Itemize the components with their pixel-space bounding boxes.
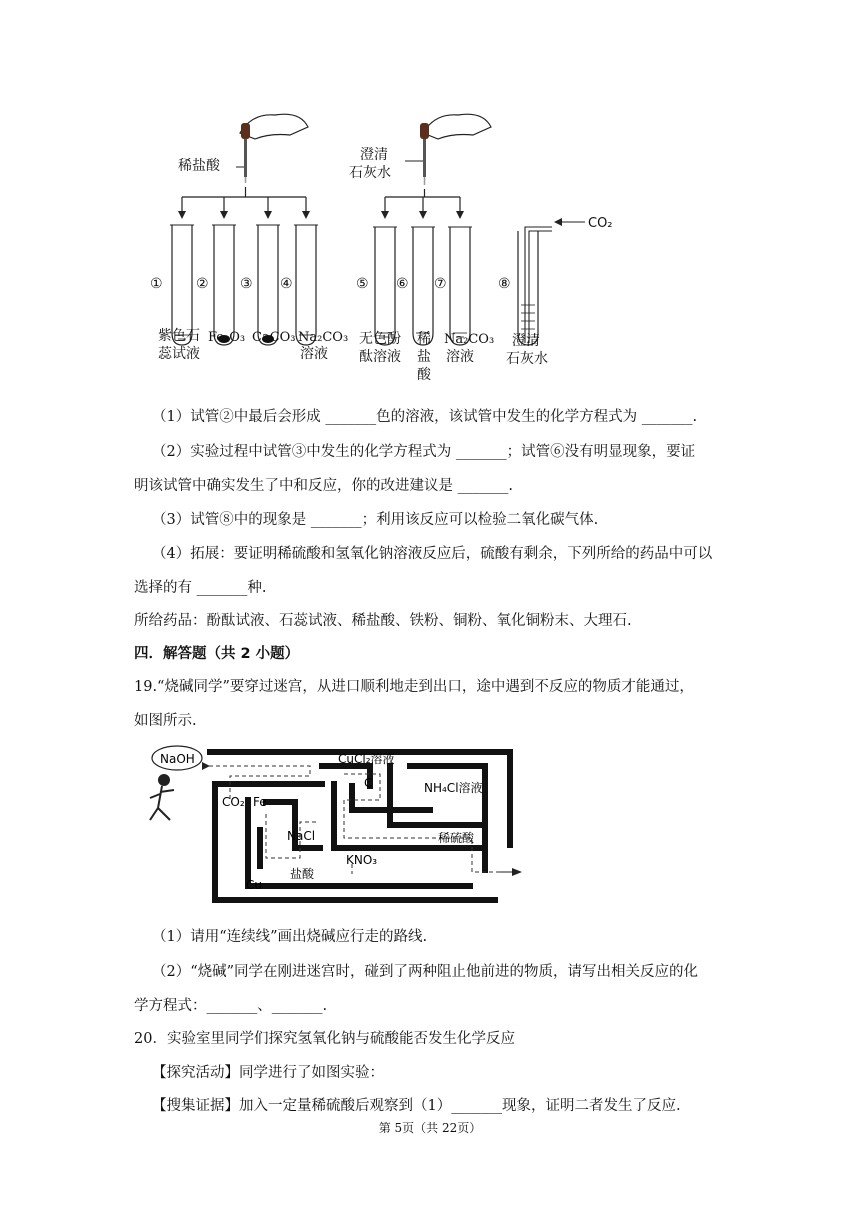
q20-activity: 【探究活动】同学进行了如图实验： — [152, 1065, 384, 1081]
q19-part2-line2: 学方程式：_______、_______. — [134, 998, 328, 1014]
q18-part4-line2: 选择的有 _______种. — [134, 580, 267, 596]
dropper-label-hcl: 稀盐酸 — [178, 158, 220, 174]
maze-label-hcl: 盐酸 — [290, 867, 315, 881]
tube-label-6a: 稀 — [417, 331, 431, 347]
maze-label-kno3: KNO₃ — [346, 853, 378, 867]
q20-stem: 20．实验室里同学们探究氢氧化钠与硫酸能否发生化学反应 — [134, 1031, 515, 1047]
test-tube-6 — [413, 227, 433, 345]
maze-label-nh4cl: NH₄Cl溶液 — [424, 781, 483, 795]
maze-label-co2: CO₂ — [222, 795, 245, 809]
maze-label-c: C — [364, 776, 373, 790]
maze-label-cu: Cu — [246, 878, 262, 892]
maze-label-naoh: NaOH — [160, 752, 195, 766]
maze-label-cucl2: CuCl₂溶液 — [338, 752, 395, 766]
tube-label-1b: 蕊试液 — [158, 346, 200, 362]
tube-number-5: ⑤ — [356, 276, 369, 292]
tube-label-1a: 紫色石 — [158, 328, 200, 344]
tube-number-1: ① — [150, 276, 163, 292]
q19-part2-line1: （2）“烧碱”同学在刚进迷宫时，碰到了两种阻止他前进的物质，请写出相关反应的化 — [152, 964, 699, 980]
tube-number-8: ⑧ — [498, 276, 511, 292]
hand-dropper-1 — [240, 114, 308, 183]
tube-label-5b: 酞溶液 — [359, 349, 401, 365]
runner-figure — [150, 775, 174, 820]
q20-evidence: 【搜集证据】加入一定量稀硫酸后观察到（1）_______现象，证明二者发生了反应. — [152, 1098, 681, 1114]
tube-label-7b: 溶液 — [446, 349, 474, 365]
co2-label: CO₂ — [588, 216, 613, 231]
test-tube-8 — [518, 231, 538, 345]
q18-part1: （1）试管②中最后会形成 _______色的溶液，该试管中发生的化学方程式为 _______. — [152, 409, 698, 425]
tube-label-4b: 溶液 — [300, 346, 328, 362]
tube-label-5a: 无色酚 — [359, 331, 401, 347]
q19-stem-line2: 如图所示. — [134, 713, 197, 729]
maze-label-h2so4: 稀硫酸 — [438, 831, 475, 845]
page-footer: 第 5页（共 22页） — [378, 1121, 482, 1135]
maze-figure — [140, 740, 540, 910]
maze-label-nacl: NaCl — [287, 829, 316, 843]
q18-part4-line1: （4）拓展：要证明稀硫酸和氢氧化钠溶液反应后，硫酸有剩余，下列所给的药品中可以 — [152, 546, 713, 562]
tube-label-8a: 澄清 — [512, 333, 540, 349]
q19-part1: （1）请用“连续线”画出烧碱应行走的路线. — [152, 929, 428, 945]
q18-part3: （3）试管⑧中的现象是 _______；利用该反应可以检验二氧化碳气体. — [152, 512, 599, 528]
tube-number-3: ③ — [240, 276, 253, 292]
q18-given-reagents: 所给药品：酚酞试液、石蕊试液、稀盐酸、铁粉、铜粉、氧化铜粉末、大理石. — [134, 613, 632, 629]
tube-number-4: ④ — [280, 276, 293, 292]
section-heading: 四．解答题（共 2 小题） — [134, 646, 300, 662]
tube-number-6: ⑥ — [396, 276, 409, 292]
tube-label-4a: Na₂CO₃ — [298, 330, 349, 345]
dropper-label-limewater-1: 澄清 — [360, 147, 388, 163]
test-tube-7 — [450, 227, 470, 345]
test-tube-1 — [172, 225, 192, 345]
q18-part2-line2: 明该试管中确实发生了中和反应，你的改进建议是 _______. — [134, 478, 513, 494]
tube-label-2: Fe₂O₃ — [208, 330, 246, 345]
dropper-label-limewater-2: 石灰水 — [349, 165, 391, 181]
tube-label-7a: Na₂CO₃ — [444, 332, 495, 347]
maze-label-fe: Fe — [253, 795, 267, 809]
test-tube-5 — [375, 227, 395, 345]
tube-label-3: CaCO₃ — [252, 330, 296, 345]
test-tube-2 — [214, 225, 234, 345]
hand-dropper-2 — [420, 114, 491, 185]
test-tube-4 — [296, 225, 316, 345]
test-tube-3 — [258, 225, 278, 345]
q19-stem-line1: 19.“烧碱同学”要穿过迷宫，从进口顺利地走到出口，途中遇到不反应的物质才能通过， — [134, 679, 694, 695]
tube-label-6b: 盐 — [417, 349, 431, 365]
tube-label-6c: 酸 — [417, 367, 431, 383]
tube-label-8b: 石灰水 — [506, 351, 548, 367]
tube-number-7: ⑦ — [434, 276, 447, 292]
tube-number-2: ② — [196, 276, 209, 292]
q18-part2-line1: （2）实验过程中试管③中发生的化学方程式为 _______；试管⑥没有明显现象，要证 — [152, 444, 696, 460]
